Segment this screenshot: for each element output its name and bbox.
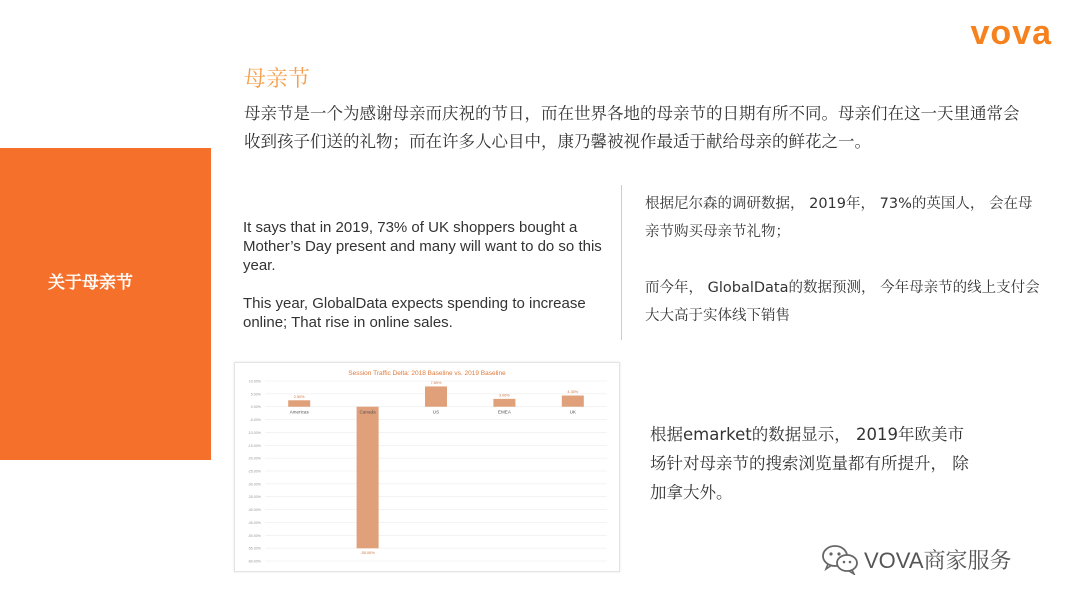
wechat-account-name: VOVA商家服务 xyxy=(864,547,1012,573)
x-tick-label: Americas xyxy=(289,409,309,415)
y-tick-label: -25.00% xyxy=(247,469,261,474)
chinese-paragraph-1: 根据尼尔森的调研数据， 2019年， 73%的英国人， 会在母亲节购买母亲节礼物； xyxy=(645,196,1033,240)
data-label: 3.06% xyxy=(499,393,510,398)
bar-canada xyxy=(357,407,379,549)
chart-title: Session Traffic Delta: 2018 Baseline vs. 2019 Baseline xyxy=(348,370,506,377)
x-tick-label: US xyxy=(432,409,440,415)
bar-uk xyxy=(562,396,584,407)
data-label: 7.89% xyxy=(430,380,442,385)
y-tick-label: -45.00% xyxy=(247,520,261,525)
chinese-paragraph-2: 而今年， GlobalData的数据预测， 今年母亲节的线上支付会大大高于实体线下销售 xyxy=(645,280,1040,324)
y-tick-label: -30.00% xyxy=(247,482,261,487)
sidebar-label: 关于母亲节 xyxy=(48,273,133,293)
x-tick-label: UK xyxy=(569,409,576,415)
y-tick-label: -40.00% xyxy=(247,508,261,513)
emarket-paragraph: 根据emarket的数据显示， 2019年欧美市场针对母亲节的搜索浏览量都有所提升， 除加拿大外。 xyxy=(650,425,969,502)
y-tick-label: -50.00% xyxy=(247,533,261,538)
traffic-chart xyxy=(234,362,620,572)
vova-logo: vova xyxy=(970,14,1052,52)
chinese-text-block xyxy=(645,190,1040,330)
english-paragraph-1: It says that in 2019, 73% of UK shoppers bought a Mother’s Day present and many will want to do so this year. xyxy=(243,219,602,274)
page-title: 母亲节 xyxy=(244,67,311,92)
y-tick-label: -20.00% xyxy=(247,456,261,461)
english-paragraph-2: This year, GlobalData expects spending to increase online; That rise in online sales. xyxy=(243,295,586,331)
y-tick-label: -60.00% xyxy=(247,559,261,564)
bar-us xyxy=(425,386,447,406)
y-tick-label: -15.00% xyxy=(247,443,261,448)
data-label: 2.50% xyxy=(293,394,305,399)
data-label: -55.06% xyxy=(360,550,375,555)
y-tick-label: -35.00% xyxy=(247,495,261,500)
y-tick-label: -10.00% xyxy=(247,430,261,435)
column-divider xyxy=(621,185,622,340)
intro-paragraph: 母亲节是一个为感谢母亲而庆祝的节日，而在世界各地的母亲节的日期有所不同。母亲们在这一天里通常会收到孩子们送的礼物；而在许多人心目中，康乃馨被视作最适于献给母亲的鲜花之一。 xyxy=(244,104,1020,151)
data-label: 4.35% xyxy=(567,390,579,395)
english-text-block xyxy=(243,218,613,332)
y-tick-label: 0.00% xyxy=(250,405,261,410)
bar-emea xyxy=(493,399,515,407)
wechat-icon xyxy=(820,543,860,575)
x-tick-label: EMEA xyxy=(497,409,511,415)
traffic-chart-svg xyxy=(235,363,619,571)
y-tick-label: -55.00% xyxy=(247,546,261,551)
sidebar-block xyxy=(0,148,211,460)
y-tick-label: -5.00% xyxy=(249,418,261,423)
wechat-footer xyxy=(820,543,1012,575)
y-tick-label: 5.00% xyxy=(250,392,261,397)
y-tick-label: 10.00% xyxy=(248,379,261,384)
bar-americas xyxy=(288,400,310,406)
x-tick-label: Canada xyxy=(359,409,376,415)
